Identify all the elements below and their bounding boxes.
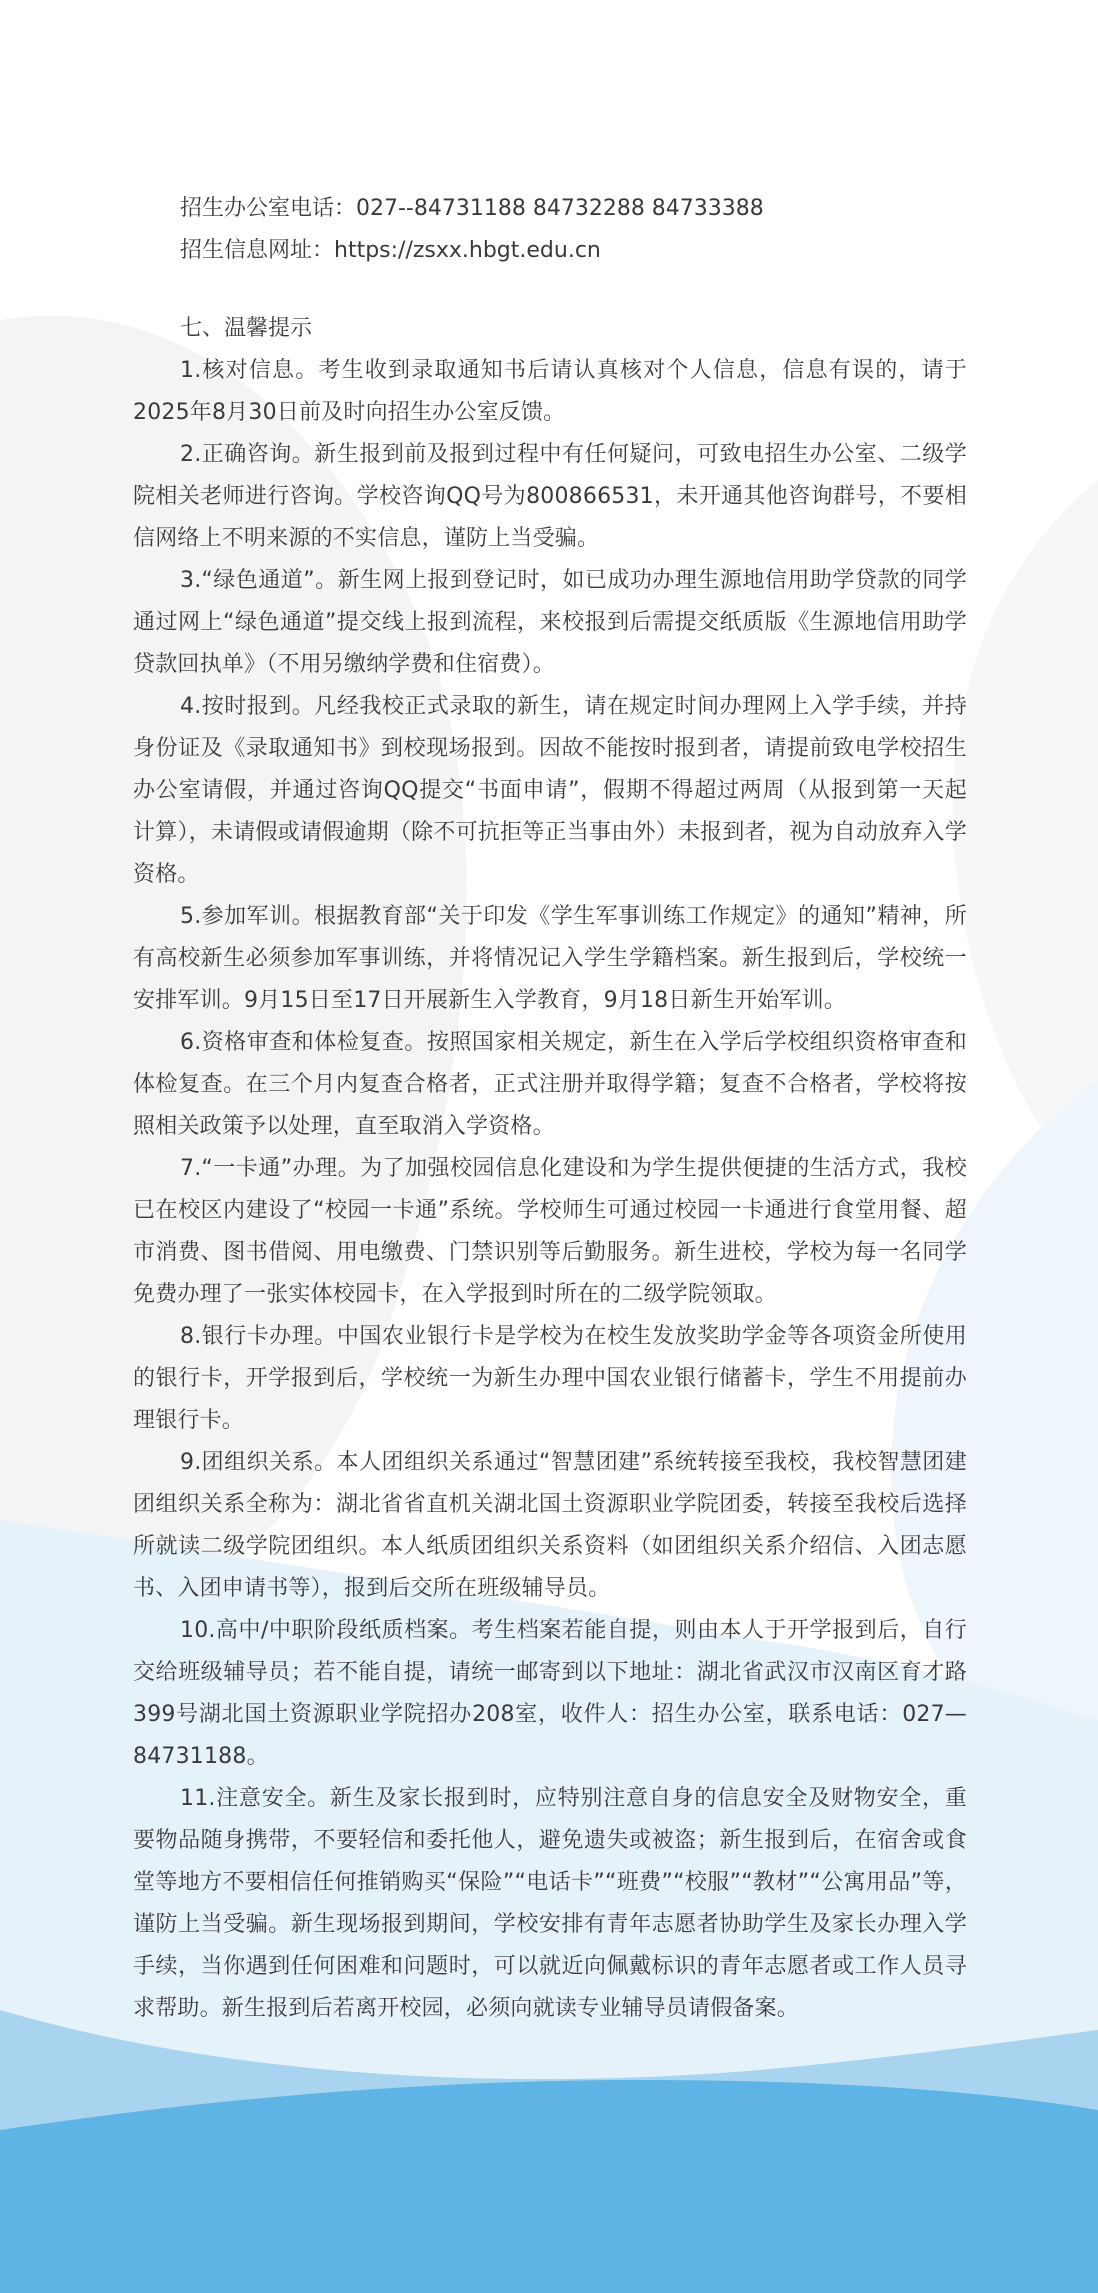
admissions-phone: 招生办公室电话：027--84731188 84732288 84733388 — [180, 196, 764, 221]
tip-on-time-registration: 4.按时报到。凡经我校正式录取的新生，请在规定时间办理网上入学手续，并持身份证及《录取通知书》到校现场报到。因故不能按时报到者，请提前致电学校招生办公室请假，并通过咨询QQ提交“书面申请”，假期不得超过两周（从报到第一天起计算），未请假或请假逾期（除不可抗拒等正当事由外）未报到者，视为自动放弃入学资格。 — [133, 694, 967, 887]
tip-safety: 11.注意安全。新生及家长报到时，应特别注意自身的信息安全及财物安全，重要物品随身携带，不要轻信和委托他人，避免遗失或被盗；新生报到后，在宿舍或食堂等地方不要相信任何推销购买“保险”“电话卡”“班费”“校服”“教材”“公寓用品”等，谨防上当受骗。新生现场报到期间，学校安排有青年志愿者协助学生及家长办理入学手续，当你遇到任何困难和问题时，可以就近向佩戴标识的青年志愿者或工作人员寻求帮助。新生报到后若离开校园，必须向就读专业辅导员请假备案。 — [133, 1786, 967, 2021]
tip-bank-card: 8.银行卡办理。中国农业银行卡是学校为在校生发放奖助学金等各项资金所使用的银行卡，开学报到后，学校统一为新生办理中国农业银行储蓄卡，学生不用提前办理银行卡。 — [133, 1324, 967, 1433]
right-gray-wave-shape — [953, 480, 1098, 1200]
deep-blue-wave-shape — [0, 2080, 1098, 2293]
section-title-tips: 七、温馨提示 — [180, 316, 313, 341]
tip-green-channel: 3.“绿色通道”。新生网上报到登记时，如已成功办理生源地信用助学贷款的同学通过网上“绿色通道”提交线上报到流程，来校报到后需提交纸质版《生源地信用助学贷款回执单》（不用另缴纳学费和住宿费）。 — [133, 568, 967, 677]
tip-paper-archive: 10.高中/中职阶段纸质档案。考生档案若能自提，则由本人于开学报到后，自行交给班级辅导员；若不能自提，请统一邮寄到以下地址：湖北省武汉市汉南区育才路399号湖北国土资源职业学院招办208室，收件人：招生办公室，联系电话：027—84731188。 — [133, 1618, 967, 1769]
tip-military-training: 5.参加军训。根据教育部“关于印发《学生军事训练工作规定》的通知”精神，所有高校新生必须参加军事训练，并将情况记入学生学籍档案。新生报到后，学校统一安排军训。9月15日至17日开展新生入学教育，9月18日新生开始军训。 — [133, 904, 967, 1013]
tip-qualification-review: 6.资格审查和体检复查。按照国家相关规定，新生在入学后学校组织资格审查和体检复查。在三个月内复查合格者，正式注册并取得学籍；复查不合格者，学校将按照相关政策予以处理，直至取消入学资格。 — [133, 1030, 967, 1139]
document-body — [133, 188, 967, 2030]
tip-league-relation: 9.团组织关系。本人团组织关系通过“智慧团建”系统转接至我校，我校智慧团建团组织关系全称为：湖北省省直机关湖北国土资源职业学院团委，转接至我校后选择所就读二级学院团组织。本人纸质团组织关系资料（如团组织关系介绍信、入团志愿书、入团申请书等），报到后交所在班级辅导员。 — [133, 1450, 967, 1601]
tip-consultation: 2.正确咨询。新生报到前及报到过程中有任何疑问，可致电招生办公室、二级学院相关老师进行咨询。学校咨询QQ号为800866531，未开通其他咨询群号，不要相信网络上不明来源的不实信息，谨防上当受骗。 — [133, 442, 967, 551]
tip-campus-card: 7.“一卡通”办理。为了加强校园信息化建设和为学生提供便捷的生活方式，我校已在校区内建设了“校园一卡通”系统。学校师生可通过校园一卡通进行食堂用餐、超市消费、图书借阅、用电缴费、门禁识别等后勤服务。新生进校，学校为每一名同学免费办理了一张实体校园卡，在入学报到时所在的二级学院领取。 — [133, 1156, 967, 1307]
admissions-website: 招生信息网址：https://zsxx.hbgt.edu.cn — [180, 238, 601, 263]
tip-verify-info: 1.核对信息。考生收到录取通知书后请认真核对个人信息，信息有误的，请于2025年8月30日前及时向招生办公室反馈。 — [133, 358, 967, 425]
